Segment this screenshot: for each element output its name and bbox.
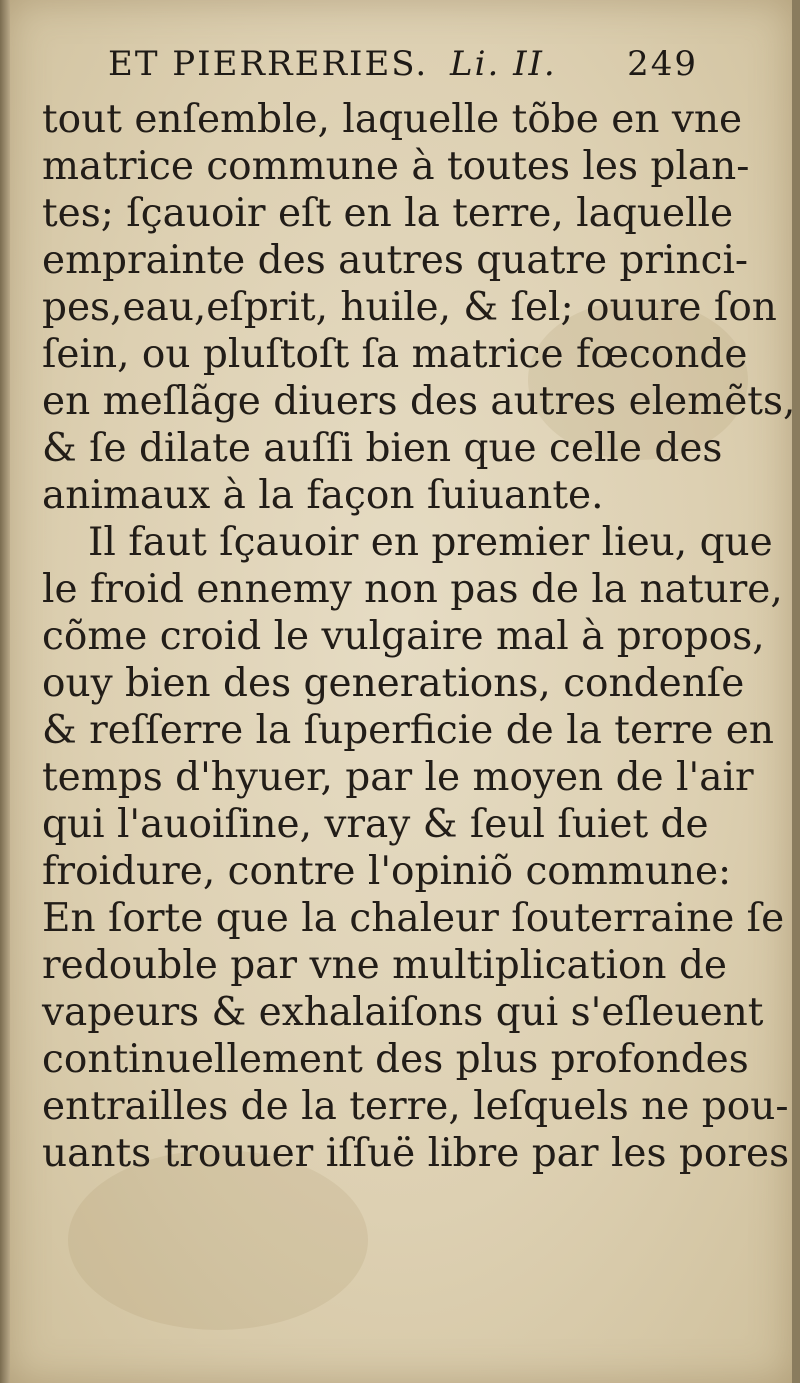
header-book-number: Li. II.: [450, 44, 557, 84]
text-line: en meſlãge diuers des autres elemẽts,: [42, 379, 796, 424]
text-line: cõme croid le vulgaire mal à propos,: [42, 614, 765, 659]
text-line: emprainte des autres quatre princi-: [42, 238, 749, 283]
text-line: temps d'hyuer, par le moyen de l'air: [42, 755, 754, 800]
text-line: tout enſemble, laquelle tõbe en vne: [42, 97, 743, 142]
text-line: entrailles de la terre, leſquels ne pou-: [42, 1084, 789, 1129]
text-line: animaux à la façon ſuiuante.: [42, 473, 604, 518]
text-line: matrice commune à toutes les plan-: [42, 144, 750, 189]
text-line: ouy bien des generations, condenſe: [42, 661, 745, 706]
text-line: redouble par vne multiplication de: [42, 943, 727, 988]
text-line: tes; ſçauoir eſt en la terre, laquelle: [42, 191, 734, 236]
text-line: pes,eau,eſprit, huile, & ſel; ouure ſon: [42, 285, 777, 330]
text-line: continuellement des plus profondes: [42, 1037, 749, 1082]
text-line: & reſſerre la ſuperficie de la terre en: [42, 708, 774, 753]
book-page: [8, 0, 796, 1383]
running-head: [108, 44, 698, 104]
text-line: froidure, contre l'opiniõ commune:: [42, 849, 732, 894]
body-text: [42, 96, 796, 1177]
paper-stain: [68, 1150, 368, 1330]
page-edge: [0, 0, 10, 1383]
text-line: En ſorte que la chaleur ſouterraine ſe: [42, 896, 785, 941]
text-line: uants trouuer iſſuë libre par les pores: [42, 1131, 790, 1176]
text-line: qui l'auoiſine, vray & ſeul ſuiet de: [42, 802, 709, 847]
text-line: vapeurs & exhalaiſons qui s'eſleuent: [42, 990, 764, 1035]
header-title: ET PIERRERIES.: [108, 44, 429, 84]
paragraph-start-line: Il faut ſçauoir en premier lieu, que: [88, 520, 773, 565]
text-line: le froid ennemy non pas de la nature,: [42, 567, 783, 612]
text-line: & ſe dilate auſſi bien que celle des: [42, 426, 723, 471]
page-number: 249: [627, 44, 698, 84]
text-line: ſein, ou pluſtoſt ſa matrice fœconde: [42, 332, 748, 377]
